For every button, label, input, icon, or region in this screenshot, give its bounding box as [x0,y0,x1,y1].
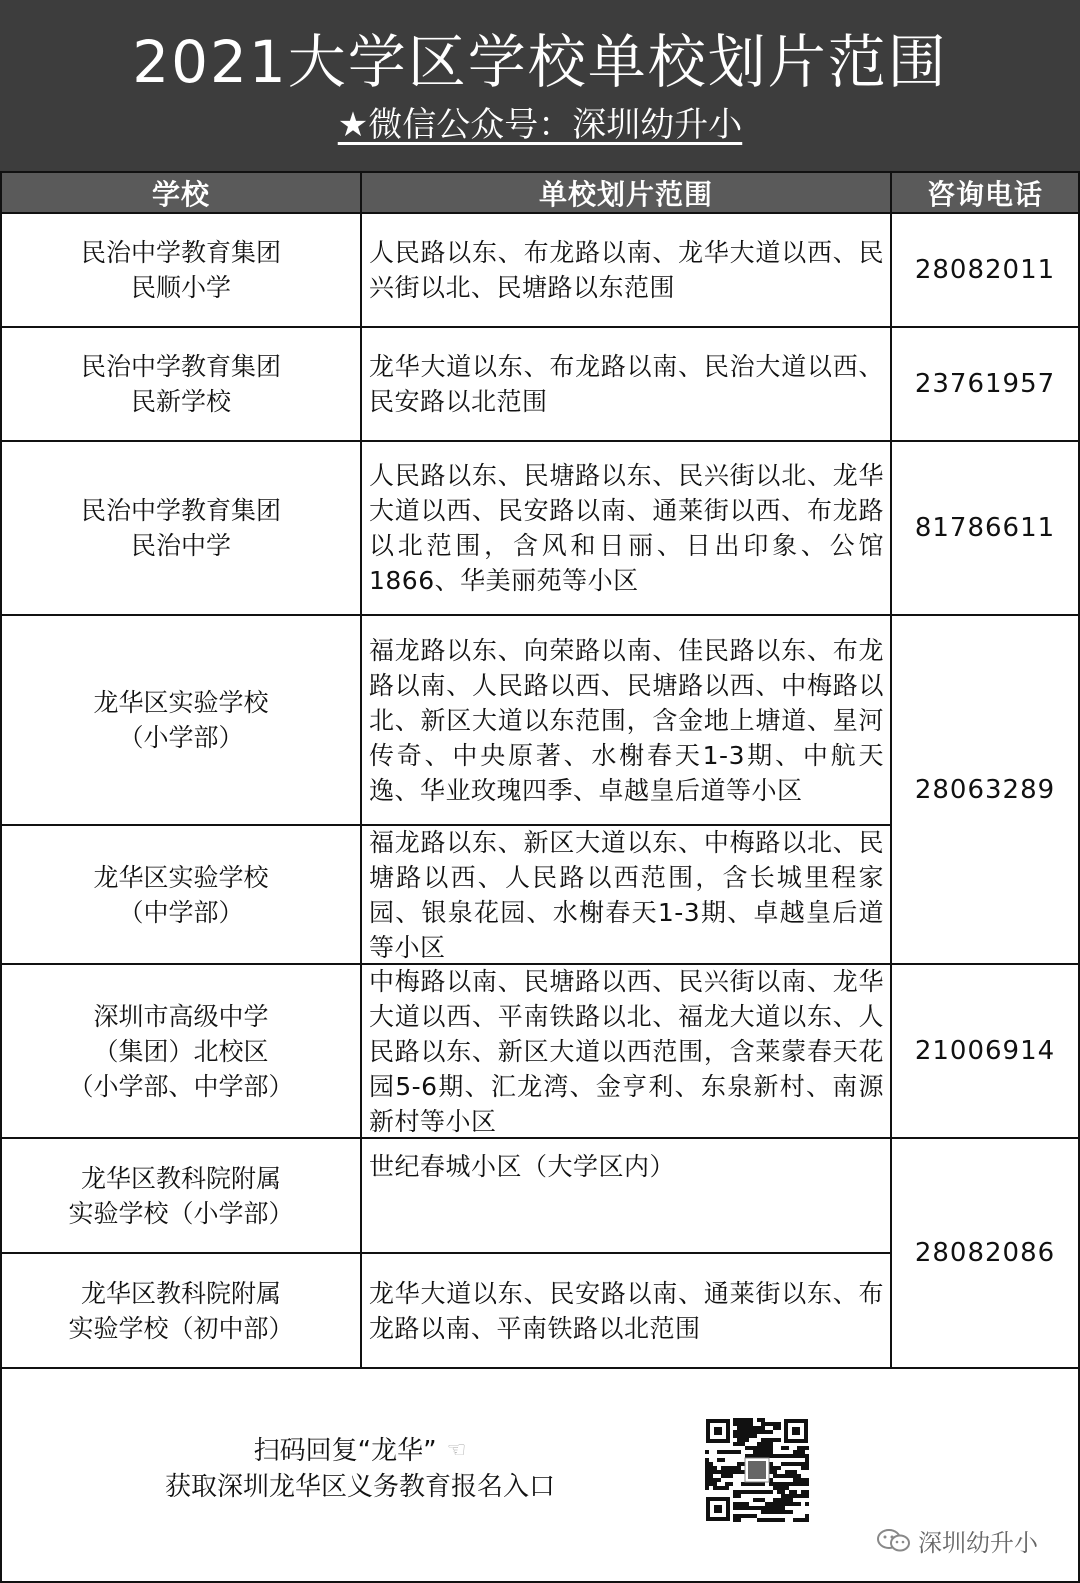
zoning-range: 龙华大道以东、布龙路以南、民治大道以西、民安路以北范围 [362,328,890,442]
phone-number: 81786611 [892,442,1078,616]
zoning-range: 福龙路以东、新区大道以东、中梅路以北、民塘路以西、人民路以西范围，含长城里程家园、银泉花园、水榭春天1-3期、卓越皇后道等小区 [362,826,890,965]
school-name: 龙华区教科院附属 实验学校（初中部） [2,1254,360,1369]
column-divider [360,173,362,1369]
zoning-range: 世纪春城小区（大学区内） [362,1139,890,1254]
zoning-table [0,173,1080,1369]
phone-number: 28082086 [892,1139,1078,1369]
wechat-brand [876,1523,1038,1558]
zoning-range: 中梅路以南、民塘路以西、民兴街以南、龙华大道以西、平南铁路以北、福龙大道以东、人民路以东、新区大道以西范围，含莱蒙春天花园5-6期、汇龙湾、金亨利、东泉新村、南源新村等小区 [362,965,890,1139]
pointing-hand-icon: ☜ [446,1438,467,1463]
zoning-range: 人民路以东、布龙路以南、龙华大道以西、民兴街以北、民塘路以东范围 [362,214,890,328]
zoning-range: 人民路以东、民塘路以东、民兴街以北、龙华大道以西、民安路以南、通莱街以西、布龙路以北范围，含风和日丽、日出印象、公馆1866、华美丽苑等小区 [362,442,890,616]
column-divider [890,173,892,1369]
column-header-school: 学校 [2,173,360,214]
phone-number: 23761957 [892,328,1078,442]
phone-number: 28063289 [892,616,1078,965]
school-name: 民治中学教育集团 民新学校 [2,328,360,442]
brand-name: 深圳幼升小 [918,1529,1038,1557]
wechat-icon [876,1528,912,1554]
school-name: 民治中学教育集团 民治中学 [2,442,360,616]
school-name: 龙华区教科院附属 实验学校（小学部） [2,1139,360,1254]
column-header-range: 单校划片范围 [362,173,890,214]
page-header [0,0,1080,173]
column-header-phone: 咨询电话 [892,173,1078,214]
footer-line1: 扫码回复“龙华” [253,1436,437,1466]
qr-code[interactable] [704,1417,810,1523]
footer-line2: 获取深圳龙华区义务教育报名入口 [164,1472,555,1502]
school-name: 龙华区实验学校 （中学部） [2,826,360,965]
footer-instructions [130,1433,590,1505]
zoning-range: 龙华大道以东、民安路以南、通莱街以东、布龙路以南、平南铁路以北范围 [362,1254,890,1369]
page-title: 2021大学区学校单校划片范围 [132,28,948,96]
school-name: 深圳市高级中学 （集团）北校区 （小学部、中学部） [2,965,360,1139]
school-name: 民治中学教育集团 民顺小学 [2,214,360,328]
subtitle [0,102,1080,148]
phone-number: 21006914 [892,965,1078,1139]
footer [0,1369,1080,1583]
wechat-account-link[interactable]: ★微信公众号：深圳幼升小 [337,105,743,145]
school-name: 龙华区实验学校 （小学部） [2,616,360,826]
zoning-range: 福龙路以东、向荣路以南、佳民路以东、布龙路以南、人民路以西、民塘路以西、中梅路以北、新区大道以东范围，含金地上塘道、星河传奇、中央原著、水榭春天1-3期、中航天逸、华业玫瑰四季、卓越皇后道等小区 [362,616,890,826]
phone-number: 28082011 [892,214,1078,328]
